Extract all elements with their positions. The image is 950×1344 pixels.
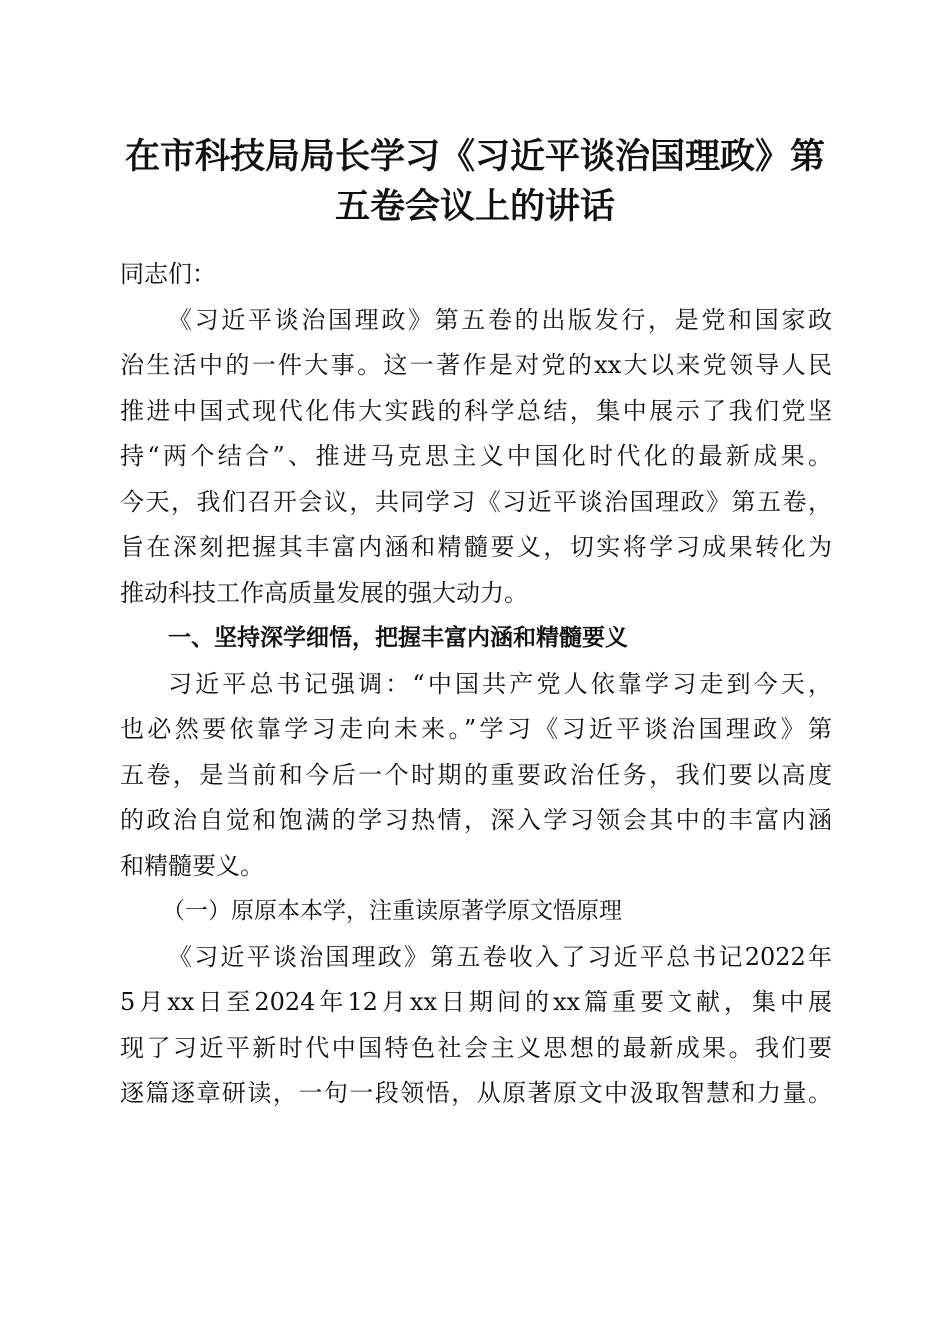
paragraph-line: 也必然要依靠学习走向未来。”学习《习近平谈治国理政》第 — [120, 715, 832, 743]
document-title — [100, 132, 850, 232]
paragraph-line: 逐篇逐章研读，一句一段领悟，从原著原文中汲取智慧和力量。 — [120, 1079, 832, 1107]
paragraph-line: 推动科技工作高质量发展的强大动力。 — [120, 578, 528, 607]
title-line-2: 五卷会议上的讲话 — [334, 186, 615, 227]
paragraph-line: 《习近平谈治国理政》第五卷收入了习近平总书记2022年 — [168, 942, 832, 971]
subsection-heading-1: （一）原原本本学，注重读原著学原文悟原理 — [162, 898, 622, 924]
paragraph-line: 的政治自觉和饱满的学习热情，深入学习领会其中的丰富内涵 — [120, 806, 832, 834]
section-heading-1: 一、坚持深学细悟，把握丰富内涵和精髓要义 — [168, 625, 628, 651]
paragraph-line: 习近平总书记强调：“中国共产党人依靠学习走到今天， — [168, 669, 832, 698]
title-line-1: 在市科技局局长学习《习近平谈治国理政》第 — [124, 136, 825, 177]
paragraph-line: 五卷，是当前和今后一个时期的重要政治任务，我们要以高度 — [120, 760, 832, 789]
paragraph-2 — [120, 662, 832, 890]
paragraph-line: 治生活中的一件大事。这一著作是对党的xx大以来党领导人民 — [120, 351, 832, 379]
paragraph-line: 现了习近平新时代中国特色社会主义思想的最新成果。我们要 — [120, 1033, 832, 1062]
document-body — [120, 252, 832, 1117]
paragraph-line: 推进中国式现代化伟大实践的科学总结，集中展示了我们党坚 — [120, 396, 832, 425]
paragraph-line: 今天，我们召开会议，共同学习《习近平谈治国理政》第五卷， — [120, 487, 832, 516]
paragraph-line: 持“两个结合”、推进马克思主义中国化时代化的最新成果。 — [120, 442, 832, 470]
paragraph-line: 旨在深刻把握其丰富内涵和精髓要义，切实将学习成果转化为 — [120, 533, 832, 561]
paragraph-1 — [120, 298, 832, 617]
paragraph-3 — [120, 935, 832, 1117]
paragraph-line: 5月xx日至2024年12月xx日期间的xx篇重要文献，集中展 — [120, 988, 832, 1016]
paragraph-line: 和精髓要义。 — [120, 851, 264, 880]
salutation: 同志们： — [120, 260, 216, 288]
paragraph-line: 《习近平谈治国理政》第五卷的出版发行，是党和国家政 — [168, 305, 832, 334]
